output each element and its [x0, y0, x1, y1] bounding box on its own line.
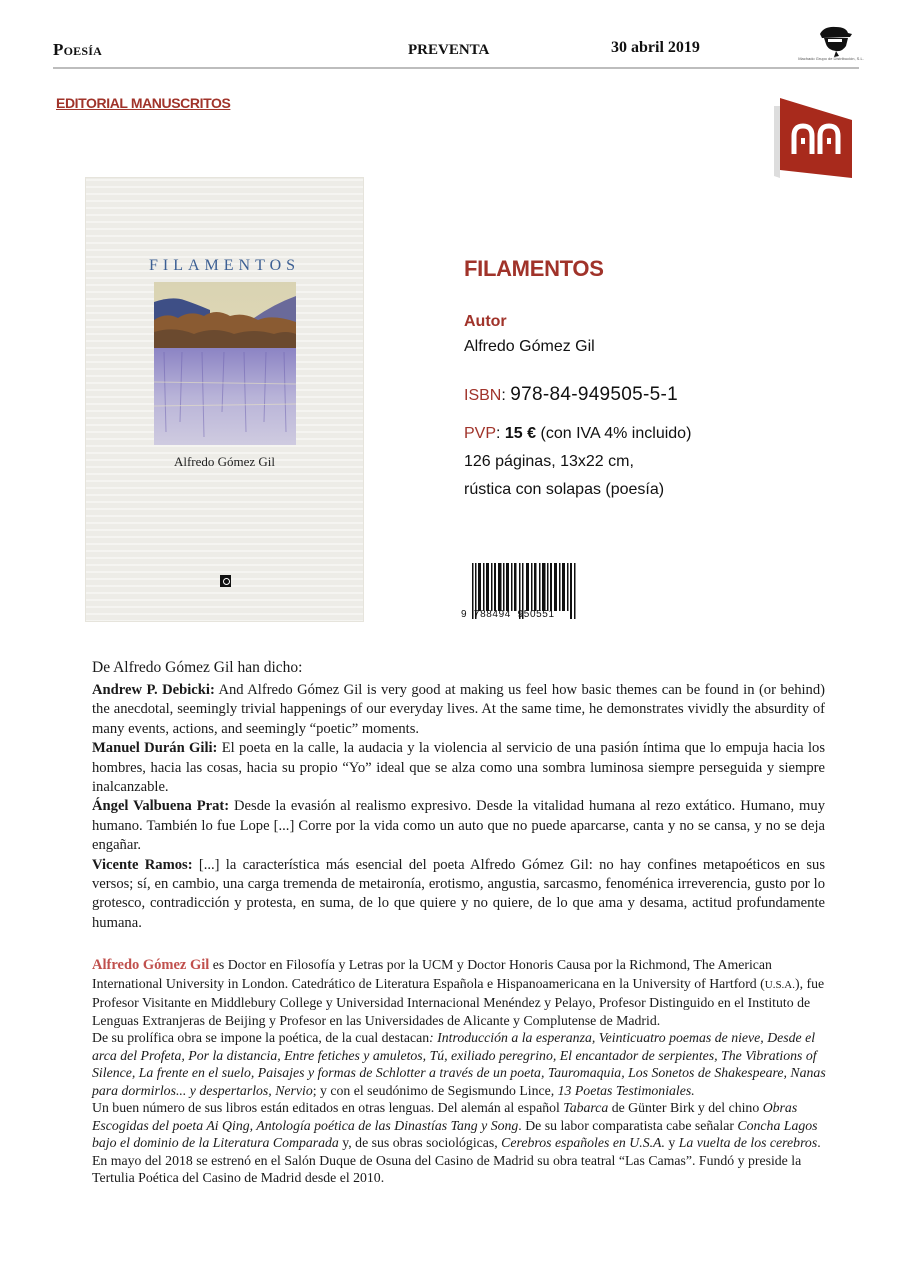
bio-paragraph: [92, 1029, 827, 1099]
bio-text: . De su labor comparatista cabe señalar: [518, 1117, 738, 1133]
review-author: Ángel Valbuena Prat:: [92, 798, 230, 815]
header-divider: [53, 67, 859, 69]
price-line: PVP: 15 € (con IVA 4% incluido): [464, 425, 692, 442]
book-cover: [85, 177, 364, 622]
review-text: El poeta en la calle, la audacia y la violencia al servicio de una pasión íntima que lo empuja hacia los hombres, hacia las cosas, hacia su propio “Yo” ideal que se alza como una sombra luminosa siempre perseguida y siempre inalcanzable.: [92, 740, 825, 796]
bio-text: Un buen número de sus libros están editados en otras lenguas. Del alemán al español: [92, 1100, 564, 1115]
bio-works: Concha Lagos bajo el dominio de la Literatura Comparada: [92, 1117, 818, 1150]
review-item: [92, 681, 825, 739]
review-text: And Alfredo Gómez Gil is very good at making us feel how basic themes can be found in (or behind) the anecdotal, seemingly trivial happenings of our everyday lives. At the same time, he demonstrates vividly the absurdity of many events, actions, and seemingly “poetic” moments.: [92, 682, 825, 737]
publisher-link[interactable]: EDITORIAL MANUSCRITOS: [56, 95, 231, 111]
status-label: PREVENTA: [408, 42, 490, 58]
cover-author: Alfredo Gómez Gil: [173, 454, 276, 469]
bio-works: Cerebros españoles en U.S.A.: [501, 1135, 665, 1150]
bio-text: ), fue Profesor Visitante en Middlebury College y Universidad Internacional Menéndez y Pelayo, Profesor Distinguido en el Instituto de Lenguas Extranjeras de Beijing y Profesor en las Universidades de Alicante y Complutense de Madrid.: [92, 975, 825, 1028]
manuscritos-mn-logo-icon: [772, 98, 858, 180]
isbn-line: ISBN: 978-84-949505-5-1: [464, 384, 679, 405]
bio-paragraph: [92, 1099, 827, 1187]
bio-works: : Introducción a la esperanza, Veinticuatro poemas de nieve, Desde el arca del Profeta, Por la distancia, Entre fetiches y amuletos, Tú, exiliado peregrino, El encantador de serpientes, The Vibrations of Silence, La frente en el suelo, Paisajes y formas de Schlotter a través de un poeta, Tauromaquia, Los Sonetos de Shakespeare, Nanas para dormirlos... y despertarlos, Nervio: [92, 1030, 826, 1098]
review-author: Vicente Ramos:: [92, 856, 193, 873]
bio-works: Obras Escogidas del poeta Ai Qing, Antología poética de las Dinastías Tang y Song: [92, 1100, 798, 1133]
review-item: [92, 797, 825, 855]
author-name: Alfredo Gómez Gil: [464, 338, 595, 355]
bio-works: La vuelta de los cerebros: [678, 1135, 818, 1150]
price-note: (con IVA 4% incluido): [540, 425, 692, 442]
binding-type: rústica con solapas (poesía): [464, 481, 665, 498]
bio-works: , 13 Poetas Testimoniales.: [550, 1082, 695, 1098]
category-label: Poesía: [53, 40, 102, 59]
review-text: Desde la evasión al realismo expresivo. Desde la vitalidad humana al rezo extático. Humano, muy humano. También lo fue Lope [...] Corre por la vida como un auto que no puede aparcarse, canta y no se cansa, y no se deja engañar.: [92, 798, 825, 854]
distributor-caption: Machado Grupo de Distribución, S.L.: [798, 56, 864, 61]
bio-text: de Günter Birk y del chino: [608, 1100, 763, 1115]
review-text: [...] la característica más esencial del poeta Alfredo Gómez Gil: no hay confines metapoéticos en sus versos; sí, en cambio, una carga tremenda de metaironía, erotismo, angustia, sarcasmo, fenoménica irreverencia, gusto por lo grotesco, contradicción y protesta, en suma, de lo que quiere y no quiere, de lo que ama y desama, actitud profundamente humana.: [92, 856, 825, 931]
reviews-intro: De Alfredo Gómez Gil han dicho:: [92, 659, 303, 676]
bio-author-name: Alfredo Gómez Gil: [92, 957, 210, 973]
bio-text: U.S.A.: [764, 978, 796, 991]
pvp-label: PVP: [464, 425, 497, 442]
review-item: [92, 856, 825, 934]
isbn-label: ISBN: [464, 387, 502, 404]
bio-text: . En mayo del 2018 se estrenó en el Salón Duque de Osuna del Casino de Madrid su obra teatral “Las Camas”. Fundó y preside la Tertulia Poética del Casino de Madrid desde el 2010.: [92, 1135, 821, 1185]
price-value: 15 €: [504, 425, 537, 442]
bio-text: y, de sus obras sociológicas,: [338, 1135, 502, 1150]
bio-text: ; y con el seudónimo de Segismundo Lince: [312, 1082, 551, 1098]
bio-works: Tabarca: [563, 1100, 609, 1115]
release-date: 30 abril 2019: [611, 39, 700, 56]
lake-landscape-painting: [154, 282, 296, 445]
barcode-digits: 9 788494 950551: [461, 609, 555, 620]
author-bio: [92, 956, 827, 1187]
review-item: [92, 739, 825, 797]
publisher-mark-icon: [220, 575, 231, 587]
bio-text: y: [664, 1135, 679, 1150]
bio-text: es Doctor en Filosofía y Letras por la UCM y Doctor Honoris Causa por la Richmond, The American International University in London. Catedrático de Literatura Española e Hispanoamericana en la University of Hartford (: [92, 957, 772, 991]
bio-paragraph: [92, 956, 827, 1029]
reviews-list: [92, 681, 825, 933]
review-author: Andrew P. Debicki:: [92, 682, 215, 698]
review-author: Manuel Durán Gili:: [92, 740, 218, 757]
isbn-value: 978-84-949505-5-1: [510, 384, 679, 405]
pages-size: 126 páginas, 13x22 cm,: [464, 453, 634, 470]
author-label: Autor: [464, 313, 507, 330]
book-title: FILAMENTOS: [464, 256, 604, 281]
cover-title: FILAMENTOS: [148, 257, 301, 274]
bio-text: De su prolífica obra se impone la poética, de la cual destacan: [92, 1030, 430, 1045]
